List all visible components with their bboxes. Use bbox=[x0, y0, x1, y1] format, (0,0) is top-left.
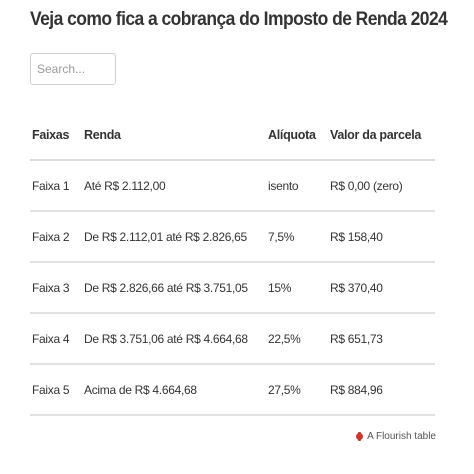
column-header-valor-da-parcela[interactable]: Valor da parcela bbox=[328, 111, 435, 160]
table-cell: De R$ 2.826,66 até R$ 3.751,05 bbox=[82, 262, 266, 313]
column-header-renda[interactable]: Renda bbox=[82, 111, 266, 160]
page-title: Veja como fica a cobrança do Imposto de Renda 2024 bbox=[30, 9, 448, 30]
table-cell: R$ 651,73 bbox=[328, 313, 435, 364]
table-cell: 7,5% bbox=[266, 211, 328, 262]
table-cell: R$ 884,96 bbox=[328, 364, 435, 415]
table-cell: Faixa 2 bbox=[30, 211, 82, 262]
flourish-credit-link[interactable] bbox=[355, 431, 436, 442]
table-cell: isento bbox=[266, 160, 328, 211]
table-cell: Faixa 1 bbox=[30, 160, 82, 211]
table-cell: De R$ 2.112,01 até R$ 2.826,65 bbox=[82, 211, 266, 262]
table-row bbox=[30, 364, 435, 415]
table-cell: Faixa 3 bbox=[30, 262, 82, 313]
table-row bbox=[30, 211, 435, 262]
flourish-logo-icon bbox=[355, 432, 364, 441]
column-header-faixas[interactable]: Faixas bbox=[30, 111, 82, 160]
table-header-row bbox=[30, 111, 435, 160]
column-header-aliquota[interactable]: Alíquota bbox=[266, 111, 328, 160]
table-cell: Faixa 4 bbox=[30, 313, 82, 364]
table-cell: R$ 0,00 (zero) bbox=[328, 160, 435, 211]
table-cell: De R$ 3.751,06 até R$ 4.664,68 bbox=[82, 313, 266, 364]
table-row bbox=[30, 160, 435, 211]
table-cell: Até R$ 2.112,00 bbox=[82, 160, 266, 211]
table-cell: 22,5% bbox=[266, 313, 328, 364]
table-row bbox=[30, 262, 435, 313]
table-cell: 15% bbox=[266, 262, 328, 313]
table-cell: R$ 370,40 bbox=[328, 262, 435, 313]
data-table bbox=[30, 111, 435, 416]
table-cell: 27,5% bbox=[266, 364, 328, 415]
table-row bbox=[30, 313, 435, 364]
flourish-credit-label: A Flourish table bbox=[367, 431, 436, 442]
table-cell: R$ 158,40 bbox=[328, 211, 435, 262]
table-cell: Faixa 5 bbox=[30, 364, 82, 415]
search-input[interactable] bbox=[30, 53, 116, 85]
table-cell: Acima de R$ 4.664,68 bbox=[82, 364, 266, 415]
